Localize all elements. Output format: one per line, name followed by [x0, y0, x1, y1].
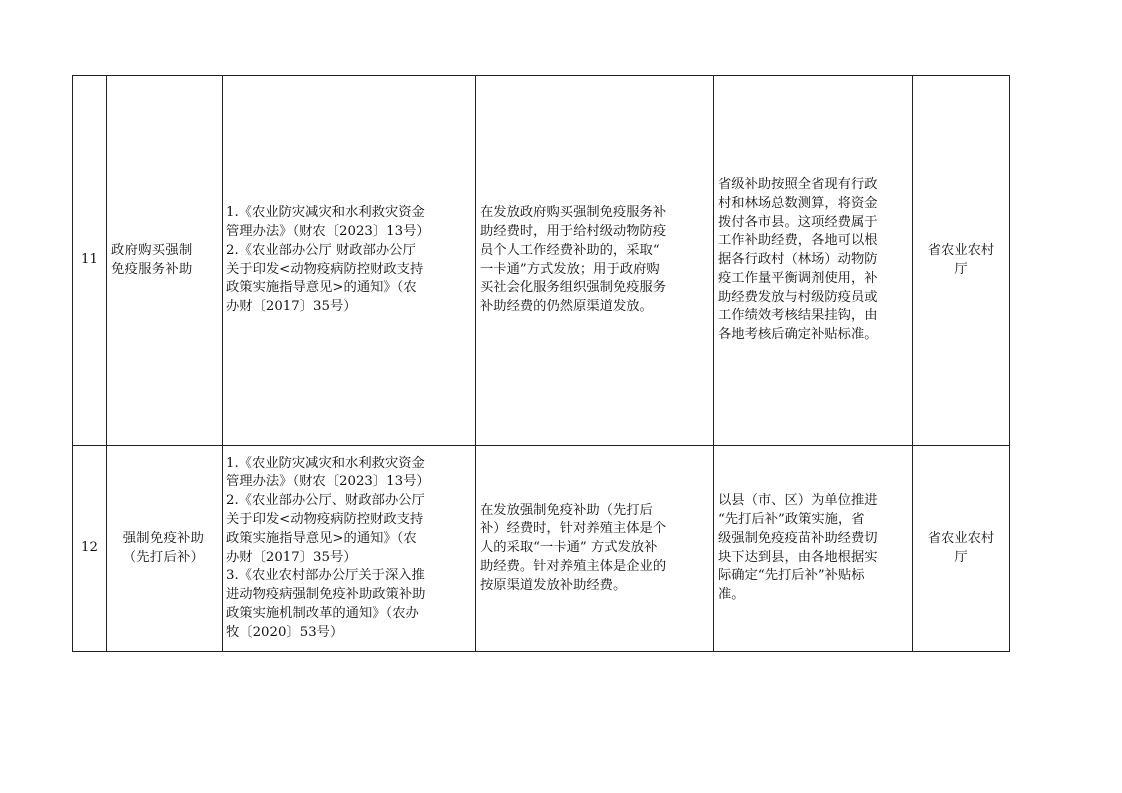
subsidy-standard-line: 据各行政村（林场）动物防 — [718, 252, 878, 268]
row-number-cell — [73, 446, 107, 652]
row-number: 11 — [81, 252, 98, 268]
subsidy-standard-line: 各地考核后确定补贴标准。 — [718, 327, 878, 343]
department-cell — [913, 76, 1010, 446]
policy-basis-line: 牧〔2020〕53号） — [226, 624, 344, 640]
policy-basis-line: 办财〔2017〕35号） — [226, 299, 357, 315]
subsidy-standard-cell — [714, 76, 913, 446]
policy-basis-line: 关于印发<动物疫病防控财政支持 — [226, 511, 424, 527]
department-line: 厅 — [954, 549, 968, 565]
policy-basis-line: 办财〔2017〕35号） — [226, 549, 357, 565]
policy-basis-line: 政策实施指导意见>的通知》（农 — [226, 280, 417, 296]
subsidy-standard-line: 工作绩效考核结果挂钩，由 — [718, 308, 878, 324]
distribution-method-cell — [476, 446, 714, 652]
subsidy-standard-line: 拨付各市县。这项经费属于 — [718, 214, 878, 230]
policy-basis-line: 2.《农业部办公厅、财政部办公厅 — [226, 493, 425, 509]
distribution-method-line: 一卡通”方式发放；用于政府购 — [480, 261, 660, 277]
project-name-cell — [107, 76, 223, 446]
subsidy-standard-line: 块下达到县，由各地根据实 — [718, 549, 878, 565]
policy-basis-line: 进动物疫病强制免疫补助政策补助 — [226, 587, 426, 603]
department-line: 厅 — [954, 261, 968, 277]
distribution-method-line: 员个人工作经费补助的，采取“ — [480, 242, 660, 258]
distribution-method-line: 人的采取“一卡通” 方式发放补 — [480, 540, 658, 556]
distribution-method-line: 助经费时，用于给村级动物防疫 — [480, 223, 667, 239]
policy-basis-cell — [223, 76, 476, 446]
table-row — [73, 446, 1010, 652]
policy-basis-line: 关于印发<动物疫病防控财政支持 — [226, 261, 424, 277]
distribution-method-line: 买社会化服务组织强制免疫服务 — [480, 280, 667, 296]
subsidy-standard-line: 助经费发放与村级防疫员或 — [718, 289, 878, 305]
department-line: 省农业农村 — [927, 530, 995, 546]
distribution-method-line: 按原渠道发放补助经费。 — [480, 577, 627, 593]
row-number: 12 — [81, 540, 98, 556]
distribution-method-line: 在发放政府购买强制免疫服务补 — [480, 205, 667, 221]
distribution-method-line: 补）经费时，针对养殖主体是个 — [480, 521, 667, 537]
subsidy-standard-line: 际确定“先打后补”补贴标 — [718, 568, 865, 584]
subsidy-standard-line: 工作补助经费，各地可以根 — [718, 233, 878, 249]
policy-basis-line: 3.《农业农村部办公厅关于深入推 — [226, 568, 425, 584]
policy-basis-line: 管理办法》（财农〔2023〕13号） — [226, 223, 430, 239]
subsidy-standard-line: 级强制免疫疫苗补助经费切 — [718, 530, 878, 546]
policy-basis-line: 政策实施指导意见>的通知》（农 — [226, 530, 417, 546]
project-name-line: 免疫服务补助 — [111, 261, 193, 277]
project-name-line: 政府购买强制 — [111, 242, 193, 258]
subsidy-standard-line: 省级补助按照全省现有行政 — [718, 176, 878, 192]
subsidy-standard-cell — [714, 446, 913, 652]
policy-basis-cell — [223, 446, 476, 652]
project-name-cell — [107, 446, 223, 652]
subsidy-standard-line: 以县（市、区）为单位推进 — [718, 493, 878, 509]
distribution-method-line: 在发放强制免疫补助（先打后 — [480, 502, 653, 518]
subsidy-standard-line: “先打后补”政策实施，省 — [718, 511, 865, 527]
subsidy-policy-table — [72, 75, 1010, 652]
department-line: 省农业农村 — [927, 242, 995, 258]
policy-basis-line: 管理办法》（财农〔2023〕13号） — [226, 474, 430, 490]
policy-basis-line: 政策实施机制改革的通知》（农办 — [226, 605, 419, 621]
distribution-method-line: 助经费。针对养殖主体是企业的 — [480, 558, 667, 574]
department-cell — [913, 446, 1010, 652]
project-name-line: 强制免疫补助 — [122, 530, 205, 546]
distribution-method-cell — [476, 76, 714, 446]
policy-basis-line: 1.《农业防灾减灾和水利救灾资金 — [226, 205, 425, 221]
distribution-method-line: 补助经费的仍然原渠道发放。 — [480, 299, 653, 315]
project-name-line: （先打后补） — [122, 549, 205, 565]
subsidy-standard-line: 村和林场总数测算，将资金 — [718, 195, 878, 211]
policy-basis-line: 1.《农业防灾减灾和水利救灾资金 — [226, 455, 425, 471]
policy-basis-line: 2.《农业部办公厅 财政部办公厅 — [226, 242, 416, 258]
table-row — [73, 76, 1010, 446]
subsidy-standard-line: 准。 — [718, 587, 745, 603]
row-number-cell — [73, 76, 107, 446]
subsidy-standard-line: 疫工作量平衡调剂使用，补 — [718, 270, 878, 286]
